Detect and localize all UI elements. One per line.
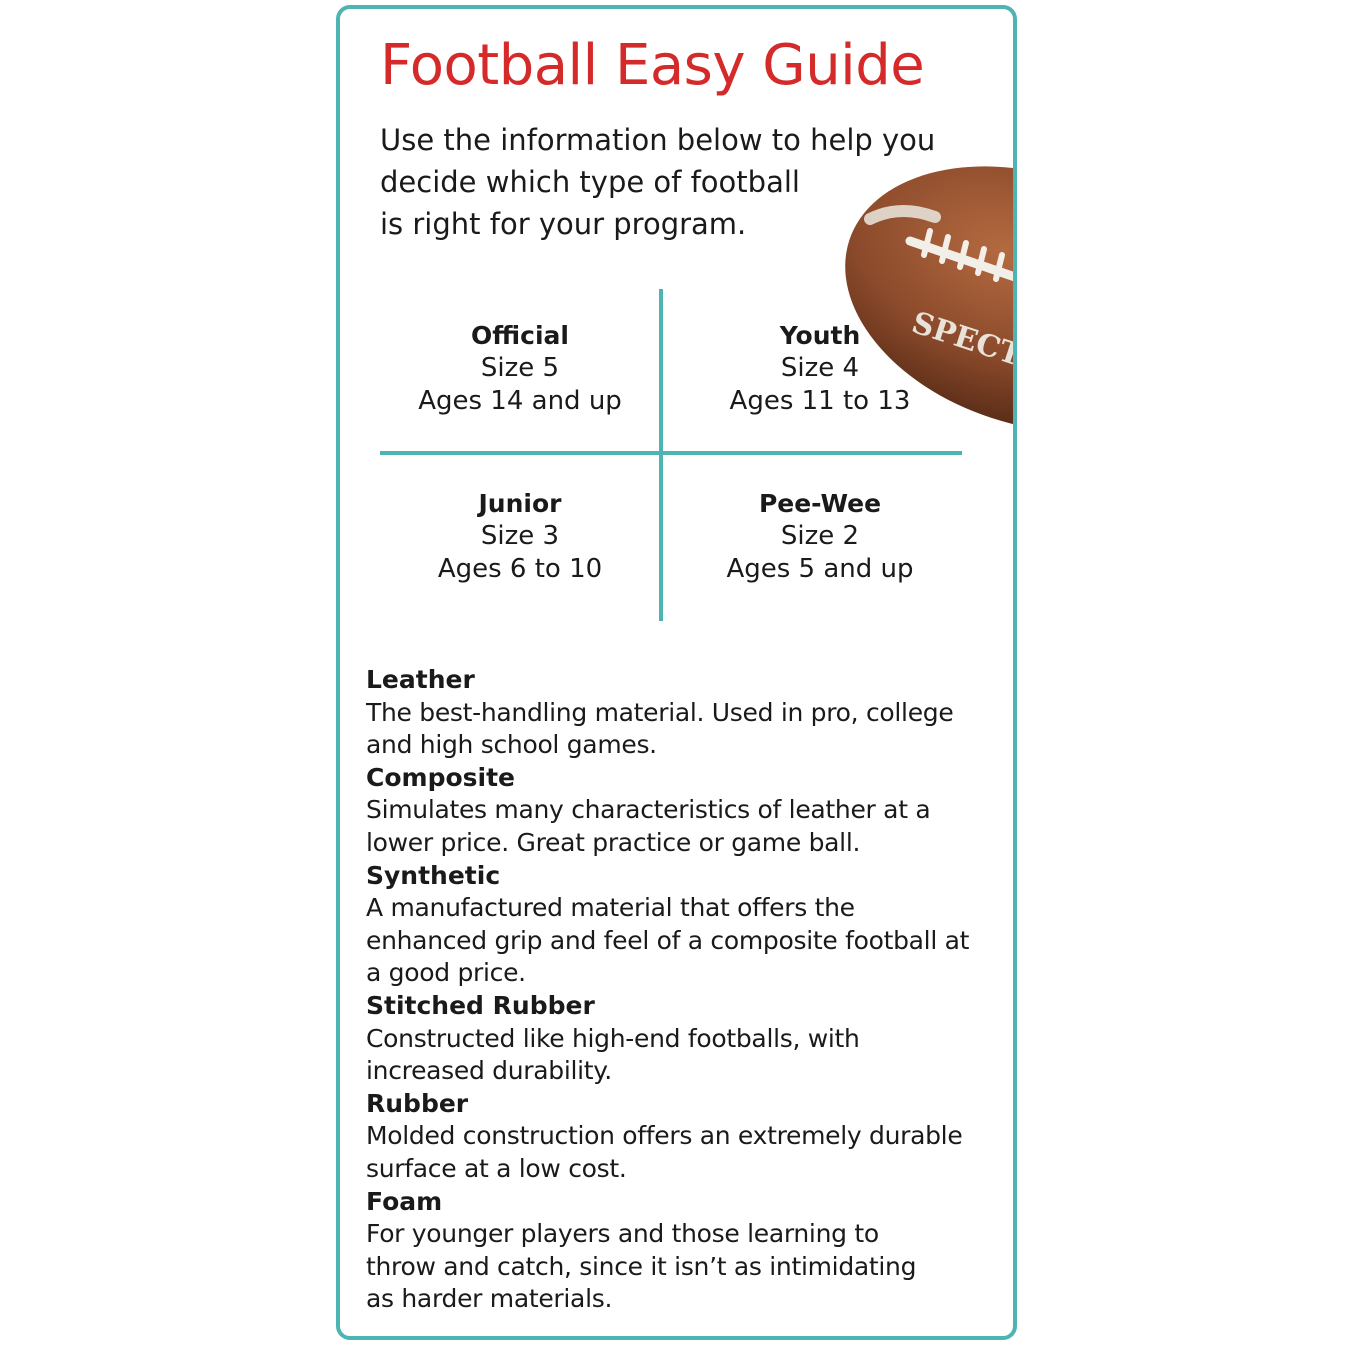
size-number: Size 2 [780,521,860,551]
material-description-line: For younger players and those learning to [366,1219,879,1249]
material-description-line: throw and catch, since it isn’t as intimidating [366,1251,917,1281]
intro-line: is right for your program. [380,207,747,241]
size-number: Size 3 [480,521,560,551]
material-description-line: as harder materials. [366,1284,613,1314]
material-name: Stitched Rubber [366,990,595,1020]
material-description-line: Constructed like high-end footballs, with [366,1023,860,1053]
material-name: Synthetic [366,860,501,890]
intro-line: Use the information below to help you [380,123,936,157]
material-name: Leather [366,665,475,694]
material-name: Rubber [366,1088,469,1118]
material-description-line: surface at a low cost. [366,1153,627,1183]
material-description-line: Molded construction offers an extremely durable [366,1121,963,1151]
materials-list [366,664,1011,1316]
size-cell-official [380,319,660,418]
material-description-line: and high school games. [366,730,657,760]
size-name: Youth [779,321,861,350]
material-stitched-rubber [366,990,1011,1088]
material-description-line: enhanced grip and feel of a composite football at [366,925,970,955]
guide-title: Football Easy Guide [380,33,925,98]
material-synthetic [366,860,1011,990]
material-composite [366,762,1011,860]
size-cell-youth [680,319,960,418]
size-ages: Ages 14 and up [418,386,622,416]
material-description-line: The best-handling material. Used in pro, college [366,697,954,727]
size-cell-pee-wee [680,487,960,586]
size-number: Size 5 [480,353,560,383]
intro-line: decide which type of football [380,165,800,199]
guide-card [336,5,1050,1340]
material-description-line: increased durability. [366,1056,612,1086]
size-ages: Ages 6 to 10 [437,554,603,584]
size-ages: Ages 5 and up [726,554,914,584]
size-name: Official [471,321,569,350]
material-description-line: a good price. [366,958,526,988]
material-name: Foam [366,1186,443,1216]
size-ages: Ages 11 to 13 [729,386,911,416]
material-foam [366,1186,1011,1316]
size-number: Size 4 [780,353,860,383]
grid-divider-horizontal [380,451,962,455]
material-name: Composite [366,762,515,792]
size-grid [380,289,962,621]
material-description-line: lower price. Great practice or game ball. [366,827,861,857]
material-description-line: Simulates many characteristics of leather at a [366,795,931,825]
size-cell-junior [380,487,660,586]
material-description-line: A manufactured material that offers the [366,893,855,923]
size-name: Pee-Wee [758,489,882,518]
size-name: Junior [478,489,562,518]
material-rubber [366,1088,1011,1186]
ball-brand-text: SPECTR [907,305,1050,382]
material-leather [366,664,1011,762]
